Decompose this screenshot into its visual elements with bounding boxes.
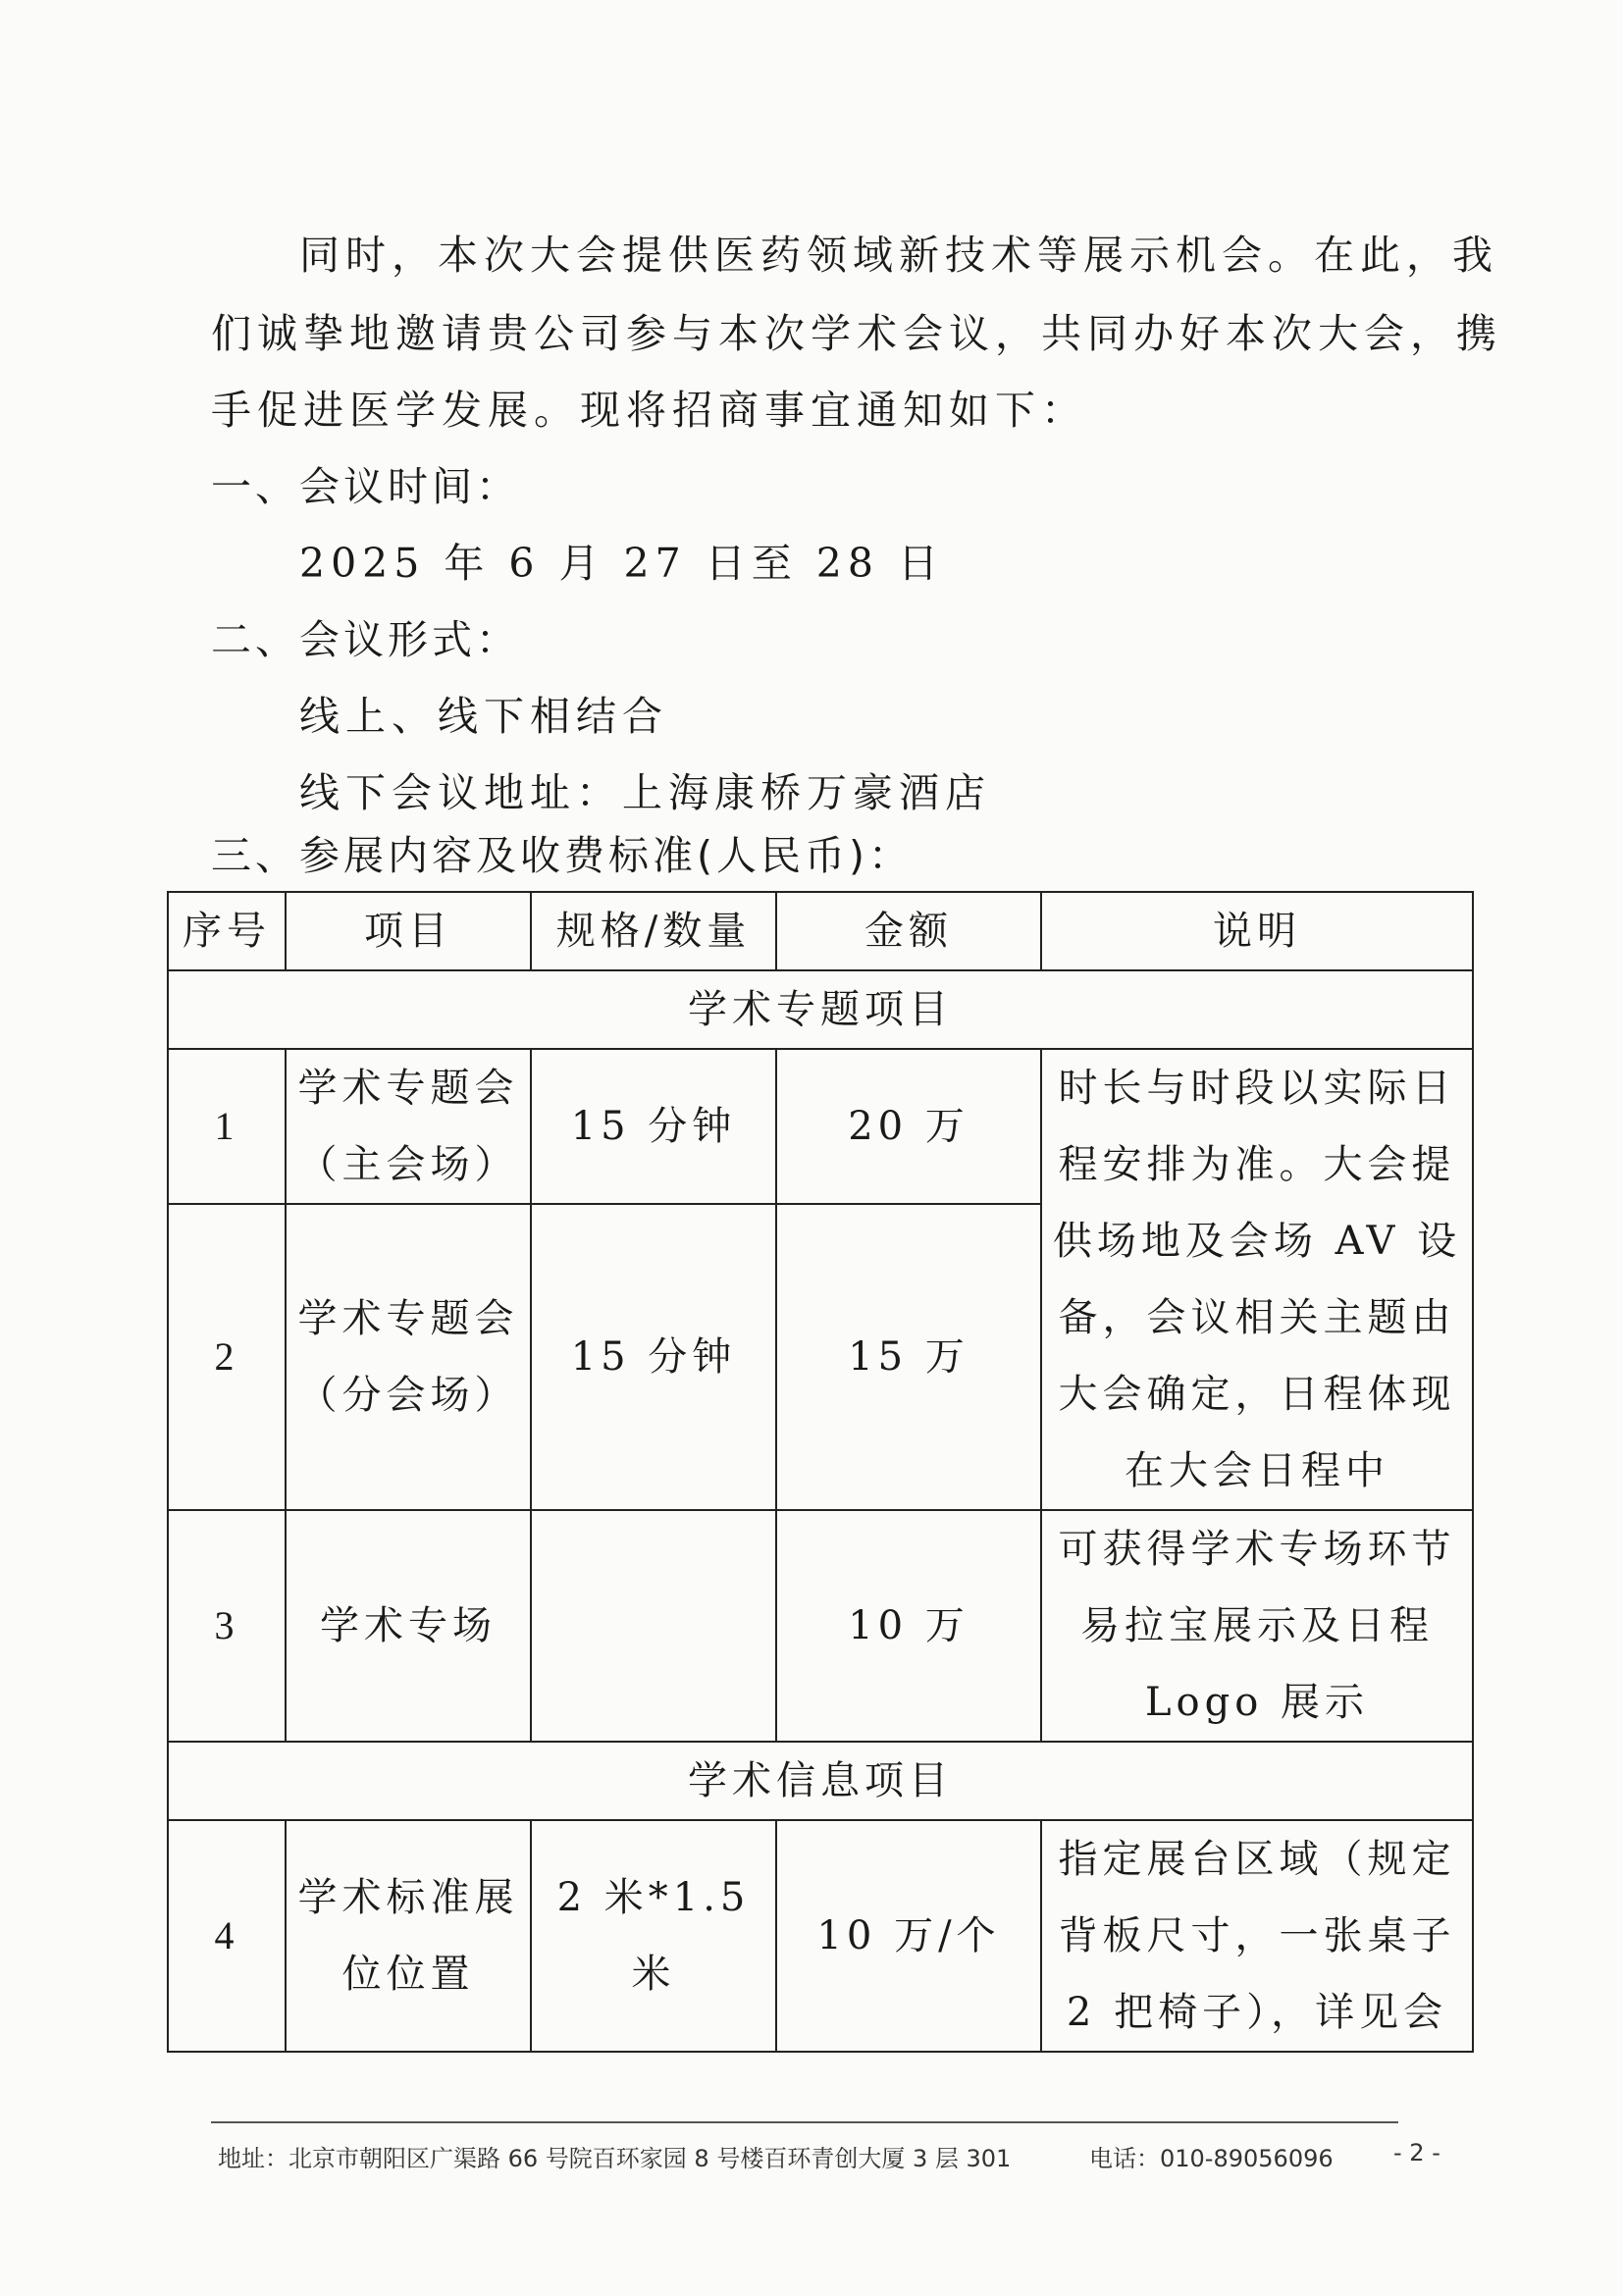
table-row — [168, 1049, 1473, 1204]
row-desc-1-2 — [1041, 1049, 1473, 1510]
section-3-title: 三、参展内容及收费标准(人民币)： — [211, 832, 913, 879]
row-item: 学术专场 — [286, 1510, 531, 1742]
table-row — [168, 1820, 1473, 2052]
footer-divider — [211, 2121, 1398, 2123]
group-label: 学术专题项目 — [168, 970, 1473, 1049]
item-line: 学术标准展 — [297, 1875, 519, 1920]
desc-line: 2 把椅子），详见会 — [1066, 1990, 1448, 2035]
row-spec — [531, 1510, 776, 1742]
table-header-row — [168, 892, 1473, 970]
page-number: - 2 - — [1393, 2139, 1440, 2166]
footer-phone: 电话：010-89056096 — [1089, 2145, 1334, 2172]
row-item — [286, 1204, 531, 1510]
row-desc — [1041, 1510, 1473, 1742]
row-spec: 2 米*1.5 米 — [531, 1820, 776, 2052]
desc-line: Logo 展示 — [1144, 1680, 1370, 1725]
meeting-format: 线上、线下相结合 — [299, 693, 668, 740]
intro-line-1: 同时，本次大会提供医药领域新技术等展示机会。在此，我 — [299, 232, 1498, 279]
item-line: （主会场） — [297, 1142, 519, 1187]
row-no: 4 — [168, 1820, 286, 2052]
group-label: 学术信息项目 — [168, 1742, 1473, 1820]
section-1-title: 一、会议时间： — [211, 463, 520, 510]
desc-line: 指定展台区域（规定 — [1058, 1837, 1456, 1882]
section-2-title: 二、会议形式： — [211, 616, 520, 663]
meeting-date: 2025 年 6 月 27 日至 28 日 — [299, 540, 944, 587]
row-spec: 15 分钟 — [531, 1204, 776, 1510]
desc-line: 易拉宝展示及日程 — [1080, 1603, 1434, 1648]
desc-line: 时长与时段以实际日 — [1058, 1066, 1456, 1111]
item-line: 学术专题会 — [297, 1066, 519, 1111]
row-spec: 15 分钟 — [531, 1049, 776, 1204]
row-amount: 15 万 — [776, 1204, 1041, 1510]
row-no: 2 — [168, 1204, 286, 1510]
desc-line: 大会确定，日程体现 — [1058, 1372, 1456, 1417]
table-row — [168, 1510, 1473, 1742]
item-line: 位位置 — [341, 1952, 475, 1997]
intro-line-2: 们诚挚地邀请贵公司参与本次学术会议，共同办好本次大会，携 — [211, 310, 1502, 357]
header-item: 项目 — [286, 892, 531, 970]
row-no: 3 — [168, 1510, 286, 1742]
header-no: 序号 — [168, 892, 286, 970]
header-amount: 金额 — [776, 892, 1041, 970]
row-amount: 10 万/个 — [776, 1820, 1041, 2052]
item-line: （分会场） — [297, 1373, 519, 1418]
row-amount: 10 万 — [776, 1510, 1041, 1742]
group-row-academic-info — [168, 1742, 1473, 1820]
row-no: 1 — [168, 1049, 286, 1204]
meeting-venue: 线下会议地址：上海康桥万豪酒店 — [299, 769, 991, 816]
desc-line: 供场地及会场 AV 设 — [1052, 1219, 1462, 1264]
desc-line: 程安排为准。大会提 — [1058, 1142, 1456, 1187]
row-item — [286, 1049, 531, 1204]
header-spec: 规格/数量 — [531, 892, 776, 970]
item-line: 学术专题会 — [297, 1296, 519, 1341]
footer-address: 地址：北京市朝阳区广渠路 66 号院百环家园 8 号楼百环青创大厦 3 层 301 — [218, 2145, 1012, 2172]
row-item — [286, 1820, 531, 2052]
header-desc: 说明 — [1041, 892, 1473, 970]
desc-line: 在大会日程中 — [1125, 1448, 1389, 1493]
group-row-academic-topic — [168, 970, 1473, 1049]
desc-line: 可获得学术专场环节 — [1058, 1527, 1456, 1572]
desc-line: 背板尺寸，一张桌子 — [1058, 1913, 1456, 1958]
row-amount: 20 万 — [776, 1049, 1041, 1204]
fee-table — [167, 891, 1474, 2053]
intro-line-3: 手促进医学发展。现将招商事宜通知如下： — [211, 387, 1087, 434]
desc-line: 备，会议相关主题由 — [1058, 1295, 1456, 1340]
row-desc — [1041, 1820, 1473, 2052]
